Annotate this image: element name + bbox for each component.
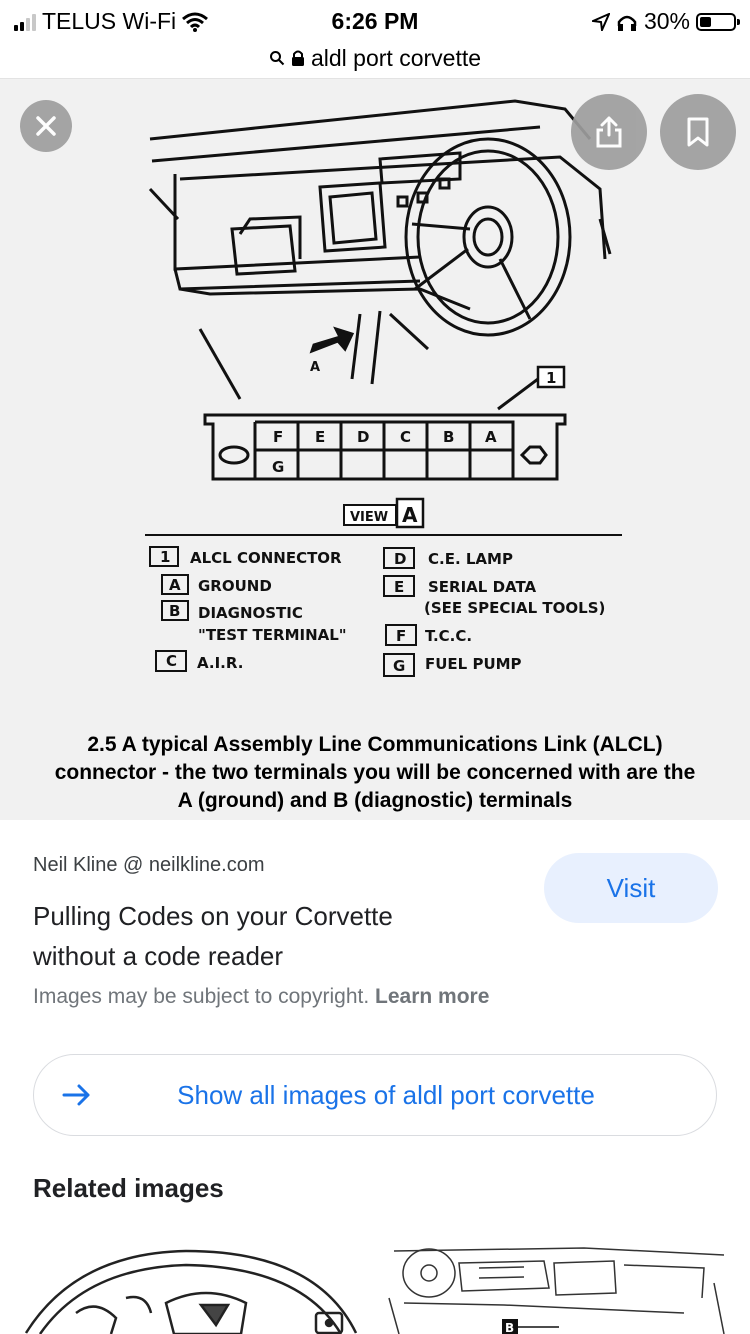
bookmark-button[interactable] xyxy=(660,94,736,170)
copyright-text: Images may be subject to copyright. xyxy=(33,985,370,1008)
lock-icon xyxy=(291,49,305,67)
search-icon xyxy=(269,50,285,66)
share-icon xyxy=(594,115,624,149)
connector-number: 1 xyxy=(546,369,557,387)
legend-text-b: DIAGNOSTIC xyxy=(198,604,303,622)
share-button[interactable] xyxy=(571,94,647,170)
legend-text-1: ALCL CONNECTOR xyxy=(190,549,342,567)
related-images-heading: Related images xyxy=(33,1173,224,1203)
legend-text-g: FUEL PUMP xyxy=(425,655,522,673)
legend-key-f: F xyxy=(396,627,407,645)
show-all-images-button[interactable] xyxy=(33,1054,717,1136)
connector-body xyxy=(205,415,565,479)
result-title-line1: Pulling Codes on your Corvette xyxy=(33,901,393,931)
legend-key-d: D xyxy=(394,550,407,568)
status-right xyxy=(592,8,736,35)
result-title[interactable] xyxy=(33,896,513,976)
result-title-line2: without a code reader xyxy=(33,941,284,971)
show-all-label: Show all images of aldl port corvette xyxy=(177,1079,595,1110)
terminal-f: F xyxy=(273,428,284,446)
learn-more-link[interactable]: Learn more xyxy=(375,985,490,1008)
related-image-1[interactable] xyxy=(16,1243,368,1334)
copyright-notice xyxy=(33,985,489,1009)
carrier-label: TELUS Wi-Fi xyxy=(42,8,177,34)
headphones-icon xyxy=(616,12,638,32)
terminal-d: D xyxy=(357,428,370,446)
aldl-connector-figure xyxy=(0,79,750,820)
related-image-2-drawing xyxy=(384,1243,736,1334)
view-letter: A xyxy=(402,503,418,527)
figure-caption-line2: connector - the two terminals you will be concerned with are the xyxy=(54,761,696,784)
legend-key-g: G xyxy=(393,657,406,675)
battery-icon xyxy=(696,13,736,31)
location-icon xyxy=(592,13,610,31)
figure-caption-line3: A (ground) and B (diagnostic) terminals xyxy=(177,789,573,812)
legend-key-b: B xyxy=(169,602,181,620)
legend-key-a: A xyxy=(169,576,181,594)
legend-text-e: SERIAL DATA xyxy=(428,578,537,596)
status-bar xyxy=(0,0,750,40)
pointer-letter: A xyxy=(310,360,321,375)
legend-key-e: E xyxy=(394,578,405,596)
image-viewer xyxy=(0,79,750,820)
terminal-c: C xyxy=(400,428,412,446)
legend-text-a: GROUND xyxy=(198,577,272,595)
arrow-right-icon xyxy=(62,1083,96,1107)
terminal-a: A xyxy=(485,428,497,446)
legend-text-d: C.E. LAMP xyxy=(428,550,513,568)
visit-button[interactable]: Visit xyxy=(544,853,718,923)
terminal-b: B xyxy=(443,428,455,446)
legend-key-c: C xyxy=(166,652,178,670)
thumbnail-marker: B xyxy=(505,1321,515,1334)
related-image-1-drawing xyxy=(16,1243,368,1334)
url-bar[interactable] xyxy=(0,38,750,79)
dashboard-drawing xyxy=(150,101,610,409)
terminal-e: E xyxy=(315,428,326,446)
legend-right xyxy=(384,548,605,676)
view-word: VIEW xyxy=(350,510,389,525)
figure-caption-line1: 2.5 A typical Assembly Line Communications Link (ALCL) xyxy=(87,733,663,756)
url-text: aldl port corvette xyxy=(310,44,482,71)
status-time: 6:26 PM xyxy=(331,8,419,34)
terminal-g: G xyxy=(272,458,285,476)
bookmark-icon xyxy=(685,116,711,148)
legend-left xyxy=(150,547,347,672)
related-image-2[interactable] xyxy=(384,1243,736,1334)
legend-text-e2: (SEE SPECIAL TOOLS) xyxy=(424,599,606,617)
source-label[interactable]: Neil Kline @ neilkline.com xyxy=(33,854,265,876)
legend-key-1: 1 xyxy=(160,548,171,566)
legend-text-f: T.C.C. xyxy=(425,627,473,645)
legend-text-b2: "TEST TERMINAL" xyxy=(198,626,347,644)
close-button[interactable] xyxy=(20,100,72,152)
legend-text-c: A.I.R. xyxy=(197,654,244,672)
close-icon xyxy=(35,115,57,137)
battery-percent: 30% xyxy=(643,8,690,34)
